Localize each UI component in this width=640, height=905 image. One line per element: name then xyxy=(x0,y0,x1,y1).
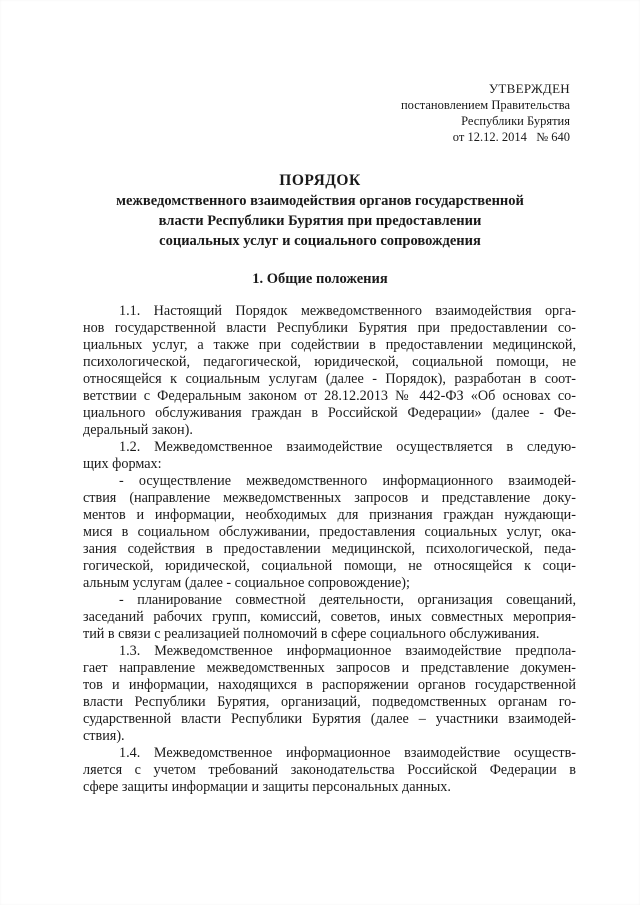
text-line: тий в связи с реализацией полномочий в сфере социального обслуживания. xyxy=(83,626,540,642)
approval-line-3: от 12.12. 2014 № 640 xyxy=(452,130,570,144)
approval-line-1: постановлением Правительства xyxy=(400,98,570,112)
text-line: - осуществление межведомственного информационного взаимодей- xyxy=(119,473,576,489)
text-line: нов государственной власти Республики Бурятия при предоставлении со- xyxy=(83,320,576,336)
text-line: сударственной власти Республики Бурятия (далее – участники взаимодей- xyxy=(83,711,576,727)
text-line: циального обслуживания граждан в Российской Федерации» (далее - Фе- xyxy=(83,405,576,421)
text-line: 1.4. Межведомственное информационное взаимодействие осуществ- xyxy=(119,745,576,761)
text-line: зания содействия в предоставлении медицинской, психологической, педа- xyxy=(83,541,576,557)
document-title xyxy=(60,171,580,251)
text-line: ветствии с Федеральным законом от 28.12.2013 № 442-ФЗ «Об основах со- xyxy=(83,388,576,404)
text-line: относящейся к социальным услугам (далее - Порядок), разработан в соот- xyxy=(83,371,576,387)
section-heading: 1. Общие положения xyxy=(252,271,388,287)
document-title-line-1: межведомственного взаимодействия органов государственной xyxy=(116,193,524,209)
document-title-main: ПОРЯДОК xyxy=(279,172,361,189)
text-line: ментов и информации, необходимых для признания граждан нуждающи- xyxy=(83,507,576,523)
text-line: альным услугам (далее - социальное сопровождение); xyxy=(83,575,410,591)
text-line: психологической, педагогической, юридической, социальной помощи, не xyxy=(83,354,576,370)
text-line: сфере защиты информации и защиты персональных данных. xyxy=(83,779,451,795)
text-line: ствия). xyxy=(83,728,125,744)
text-line: гает направление межведомственных запросов и представление докумен- xyxy=(83,660,576,676)
text-line: тов и информации, находящихся в распоряжении органов государственной xyxy=(83,677,576,693)
text-line: ляется с учетом требований законодательства Российской Федерации в xyxy=(83,762,576,778)
body-text xyxy=(83,303,576,796)
text-line: 1.3. Межведомственное информационное взаимодействие предпола- xyxy=(119,643,576,659)
text-line: 1.2. Межведомственное взаимодействие осуществляется в следую- xyxy=(119,439,576,455)
approval-stamp xyxy=(401,81,570,145)
text-line: циальных услуг, а также при содействии в предоставлении медицинской, xyxy=(83,337,576,353)
approval-title: УТВЕРЖДЕН xyxy=(488,81,570,96)
document-title-line-3: социальных услуг и социального сопровождения xyxy=(159,233,481,249)
text-line: 1.1. Настоящий Порядок межведомственного взаимодействия орга- xyxy=(119,303,576,319)
text-line: - планирование совместной деятельности, организация совещаний, xyxy=(119,592,576,608)
text-line: деральный закон). xyxy=(83,422,193,438)
text-line: гогической, юридической, социальной помощи, не относящейся к соци- xyxy=(83,558,576,574)
text-line: щих формах: xyxy=(83,456,162,472)
text-line: ствия (направление межведомственных запросов и представление доку- xyxy=(83,490,576,506)
approval-line-2: Республики Бурятия xyxy=(461,114,570,128)
text-line: мися в социальном обслуживании, предоставления социальных услуг, ока- xyxy=(83,524,576,540)
document-title-line-2: власти Республики Бурятия при предоставлении xyxy=(158,213,482,229)
text-line: власти Республики Бурятия, организаций, подведомственных органам го- xyxy=(83,694,576,710)
text-line: заседаний рабочих групп, комиссий, советов, иных совместных мероприя- xyxy=(83,609,576,625)
